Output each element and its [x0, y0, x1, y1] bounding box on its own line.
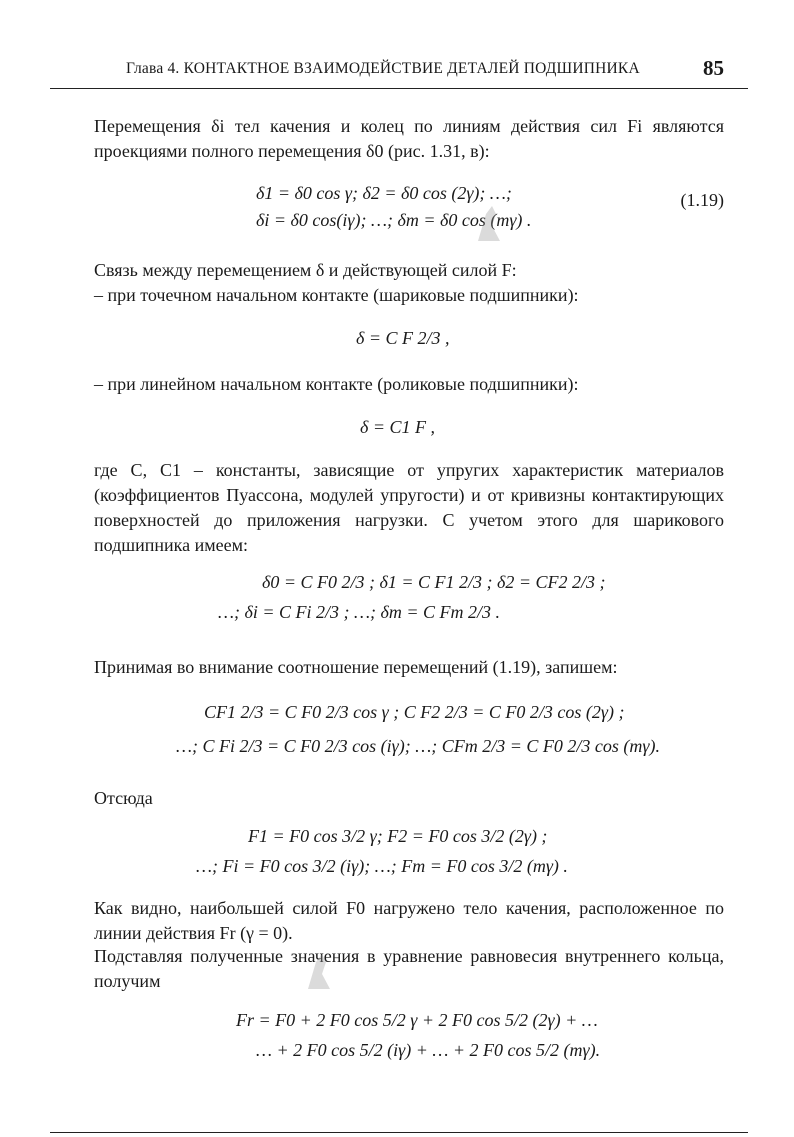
paragraph: Перемещения δi тел качения и колец по линиям действия сил Fi являются проекциями полного перемещения δ0 (рис. 1.31, в):	[94, 116, 724, 161]
equation-line: δ1 = δ0 cos γ; δ2 = δ0 cos (2γ); …;	[256, 183, 512, 203]
equation-line: …; Fi = F0 cos 3/2 (iγ); …; Fm = F0 cos 3/2 (mγ) .	[196, 856, 568, 876]
header-rule	[50, 88, 748, 89]
paragraph: Связь между перемещением δ и действующей силой F:	[94, 260, 517, 280]
equation: δ = C1 F ,	[360, 417, 436, 437]
watermark-logo	[458, 196, 518, 256]
page-header	[0, 56, 794, 84]
header-title: Глава 4. КОНТАКТНОЕ ВЗАИМОДЕЙСТВИЕ ДЕТАЛЕЙ ПОДШИПНИКА	[126, 60, 640, 77]
paragraph: – при линейном начальном контакте (роликовые подшипники):	[94, 374, 579, 394]
paragraph: – при точечном начальном контакте (шариковые подшипники):	[94, 285, 579, 305]
watermark-logo	[288, 944, 348, 1004]
equation-number: (1.19)	[680, 190, 724, 210]
equation-line: …; δi = C Fi 2/3 ; …; δm = C Fm 2/3 .	[218, 602, 501, 622]
paragraph: Отсюда	[94, 788, 153, 808]
page-number: 85	[703, 56, 724, 80]
equation-line: δ0 = C F0 2/3 ; δ1 = C F1 2/3 ; δ2 = CF2 2/3 ;	[262, 572, 606, 592]
equation-line: Fr = F0 + 2 F0 cos 5/2 γ + 2 F0 cos 5/2 (2γ) + …	[236, 1010, 598, 1030]
equation: δ = C F 2/3 ,	[356, 328, 450, 348]
equation-line: …; C Fi 2/3 = C F0 2/3 cos (iγ); …; CFm 2/3 = C F0 2/3 cos (mγ).	[176, 736, 660, 756]
paragraph: Принимая во внимание соотношение перемещений (1.19), запишем:	[94, 657, 618, 677]
equation-line: CF1 2/3 = C F0 2/3 cos γ ; C F2 2/3 = C F0 2/3 cos (2γ) ;	[204, 702, 625, 722]
equation-line: δi = δ0 cos(iγ); …; δm = δ0 cos (mγ) .	[256, 210, 532, 230]
paragraph: где C, C1 – константы, зависящие от упругих характеристик материалов (коэффициентов Пуассона, модулей упругости) и от кривизны контактирующих поверхностей до приложения нагрузки. С учетом этого для шарикового подшипника имеем:	[94, 460, 724, 555]
equation-line: F1 = F0 cos 3/2 γ; F2 = F0 cos 3/2 (2γ) ;	[248, 826, 548, 846]
paragraph: Подставляя полученные значения в уравнение равновесия внутреннего кольца, получим	[94, 946, 724, 991]
footer-rule	[50, 1132, 748, 1133]
equation-line: … + 2 F0 cos 5/2 (iγ) + … + 2 F0 cos 5/2 (mγ).	[256, 1040, 601, 1060]
paragraph: Как видно, наибольшей силой F0 нагружено тело качения, расположенное по линии действия Fr (γ = 0).	[94, 898, 724, 943]
